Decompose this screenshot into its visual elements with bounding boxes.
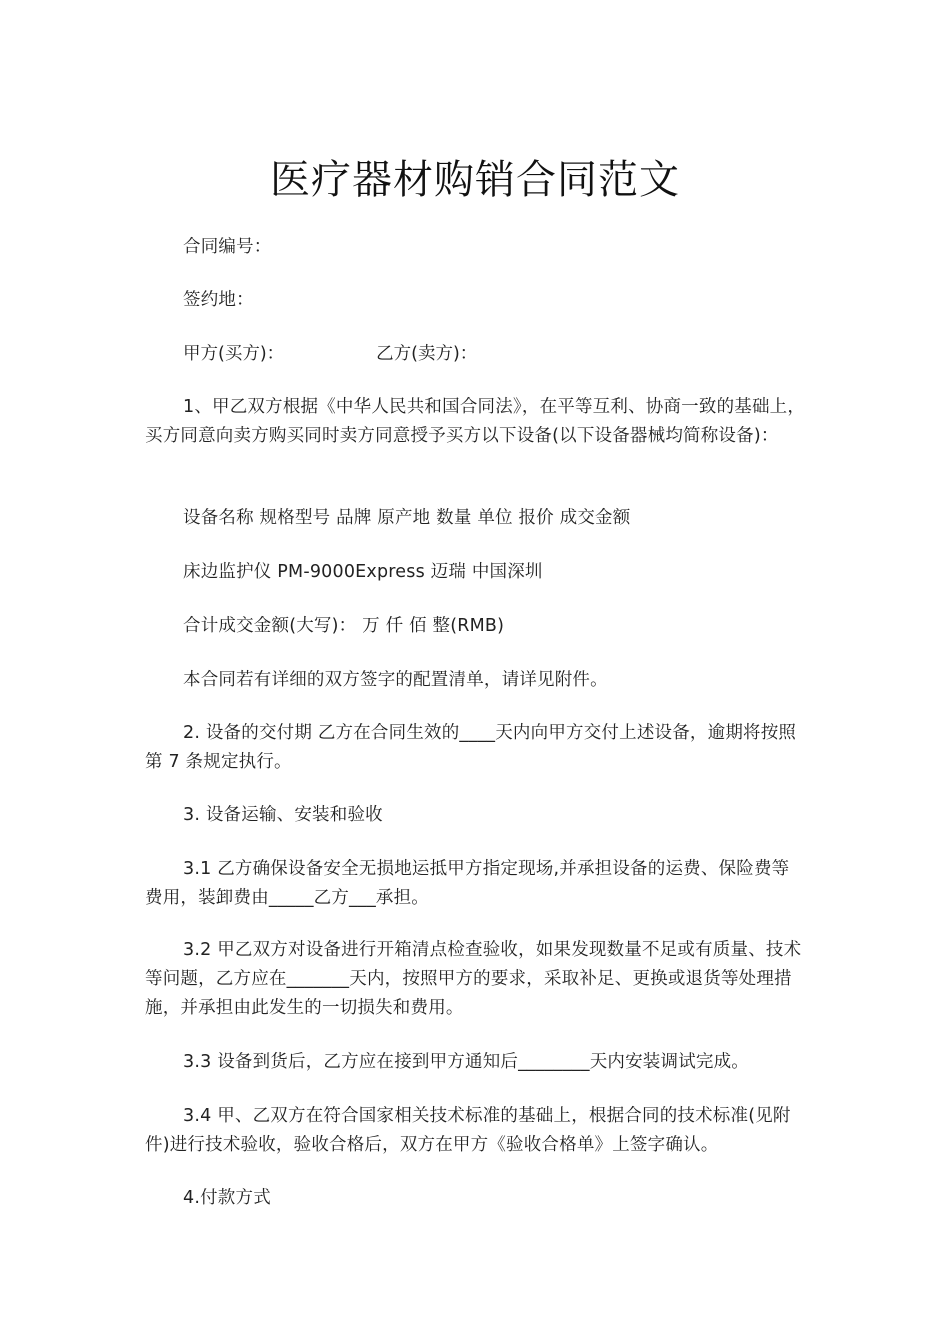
clause-3-heading: 3. 设备运输、安装和验收 — [183, 805, 383, 825]
party-b-label: 乙方(卖方)： — [376, 344, 478, 364]
clause-4-heading: 4.付款方式 — [183, 1188, 271, 1208]
total-amount: 合计成交金额(大写)： 万 仟 佰 整(RMB) — [183, 616, 505, 636]
equipment-table-header: 设备名称 规格型号 品牌 原产地 数量 单位 报价 成交金额 — [183, 508, 631, 528]
clause-3-3: 3.3 设备到货后，乙方应在接到甲方通知后________天内安装调试完成。 — [183, 1052, 749, 1072]
attachment-note: 本合同若有详细的双方签字的配置清单，请详见附件。 — [183, 670, 608, 690]
clause-3-2: 3.2 甲乙双方对设备进行开箱清点检查验收，如果发现数量不足或有质量、技术等问题，乙方应在_______天内，按照甲方的要求，采取补足、更换或退货等处理措施，并承担由此发生的一切损失和费用。 — [145, 940, 802, 1018]
document-title: 医疗器材购销合同范文 — [270, 157, 680, 203]
clause-1: 1、甲乙双方根据《中华人民共和国合同法》，在平等互利、协商一致的基础上，买方同意向卖方购买同时卖方同意授予买方以下设备(以下设备器械均简称设备)： — [145, 397, 806, 446]
contract-number-label: 合同编号： — [183, 237, 272, 257]
clause-2: 2. 设备的交付期 乙方在合同生效的____天内向甲方交付上述设备，逾期将按照第 7 条规定执行。 — [145, 723, 797, 772]
party-a-label: 甲方(买方)： — [183, 344, 285, 364]
clause-3-4: 3.4 甲、乙双方在符合国家相关技术标准的基础上，根据合同的技术标准(见附件)进行技术验收，验收合格后，双方在甲方《验收合格单》上签字确认。 — [145, 1106, 791, 1155]
equipment-table-row: 床边监护仪 PM-9000Express 迈瑞 中国深圳 — [183, 562, 543, 582]
sign-place-label: 签约地： — [183, 290, 254, 310]
clause-3-1: 3.1 乙方确保设备安全无损地运抵甲方指定现场,并承担设备的运费、保险费等费用，装卸费由_____乙方___承担。 — [145, 859, 790, 908]
parties-row — [183, 340, 477, 369]
